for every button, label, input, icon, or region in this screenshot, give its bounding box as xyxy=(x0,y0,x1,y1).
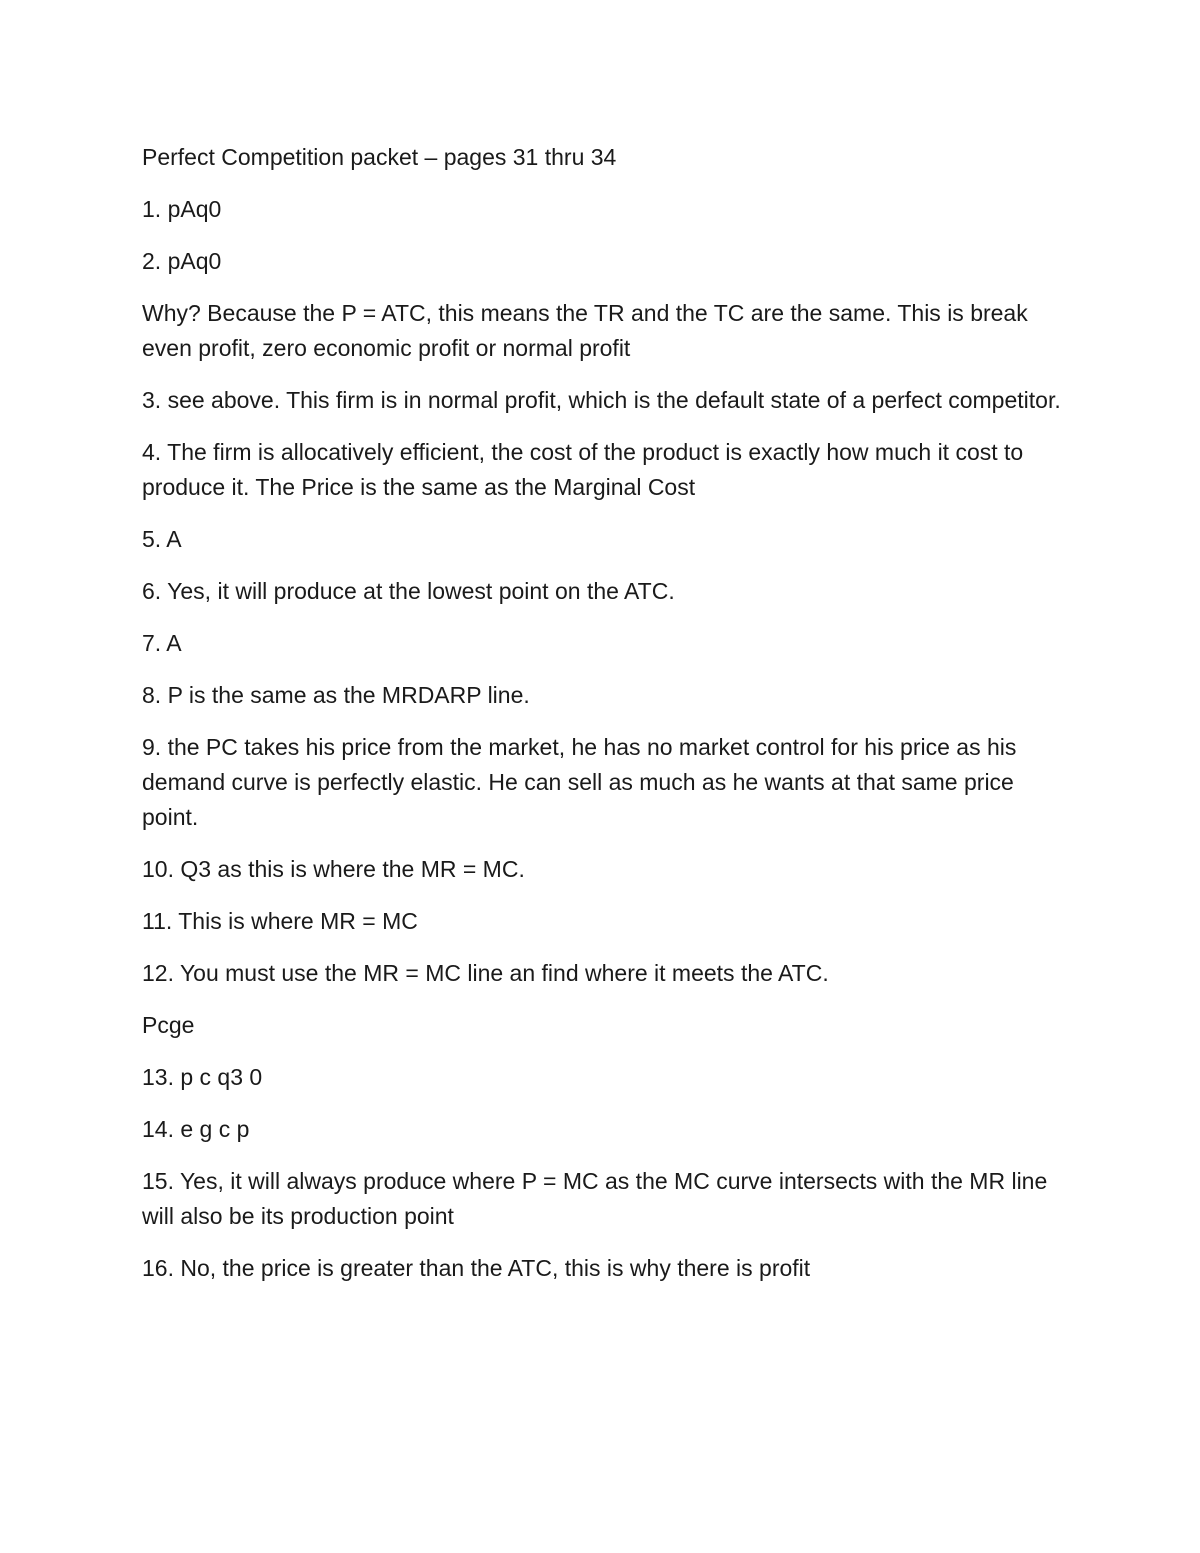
answer-15: 15. Yes, it will always produce where P = MC as the MC curve intersects with the MR line will also be its production point xyxy=(142,1168,1048,1229)
answer-7: 7. A xyxy=(142,630,182,656)
answer-14: 14. e g c p xyxy=(142,1116,250,1142)
answer-2: 2. pAq0 xyxy=(142,248,222,274)
answer-9: 9. the PC takes his price from the market, he has no market control for his price as his demand curve is perfectly elastic. He can sell as much as he wants at that same price point. xyxy=(142,734,1017,830)
document-body xyxy=(142,140,1072,1303)
answer-11: 11. This is where MR = MC xyxy=(142,908,418,934)
answer-5: 5. A xyxy=(142,526,182,552)
answer-16: 16. No, the price is greater than the ATC, this is why there is profit xyxy=(142,1255,811,1281)
document-title: Perfect Competition packet – pages 31 thru 34 xyxy=(142,144,617,170)
answer-3: 3. see above. This firm is in normal profit, which is the default state of a perfect competitor. xyxy=(142,387,1061,413)
answer-4: 4. The firm is allocatively efficient, the cost of the product is exactly how much it cost to produce it. The Price is the same as the Marginal Cost xyxy=(142,439,1024,500)
answer-6: 6. Yes, it will produce at the lowest point on the ATC. xyxy=(142,578,675,604)
answer-12: 12. You must use the MR = MC line an find where it meets the ATC. xyxy=(142,960,829,986)
answer-1: 1. pAq0 xyxy=(142,196,222,222)
answer-13: 13. p c q3 0 xyxy=(142,1064,263,1090)
answer-10: 10. Q3 as this is where the MR = MC. xyxy=(142,856,525,882)
answer-8: 8. P is the same as the MRDARP line. xyxy=(142,682,530,708)
answer-2-explanation: Why? Because the P = ATC, this means the TR and the TC are the same. This is break even profit, zero economic profit or normal profit xyxy=(142,300,1028,361)
section-label-pcge: Pcge xyxy=(142,1012,195,1038)
